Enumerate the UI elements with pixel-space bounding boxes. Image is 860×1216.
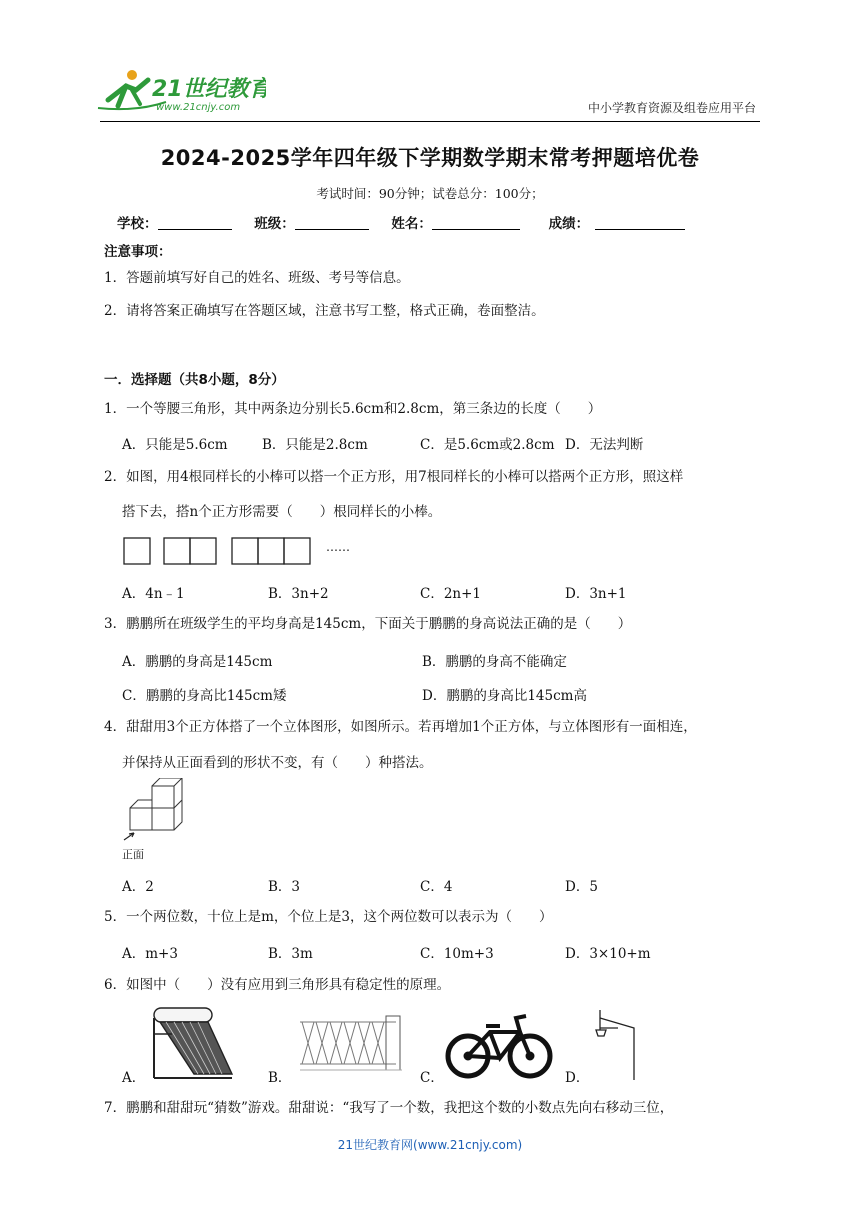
platform-label: 中小学教育资源及组卷应用平台: [587, 101, 756, 115]
bicycle-icon: [444, 1012, 556, 1080]
notes-title: 注意事项：: [104, 244, 172, 260]
q3-stem: 3．鹏鹏所在班级学生的平均身高是145cm，下面关于鹏鹏的身高说法正确的是（ ）: [104, 616, 632, 632]
runner-logo-icon: [96, 66, 266, 116]
exam-subtitle: 考试时间：90分钟；试卷总分：100分；: [316, 186, 544, 201]
q2-option-d[interactable]: D．3n+1: [565, 586, 627, 602]
q1-option-c[interactable]: C．是5.6cm或2.8cm: [420, 437, 555, 453]
q7-line-1: 7．鹏鹏和甜甜玩“猜数”游戏。甜甜说：“我写了一个数，我把这个数的小数点先向右移动三位，: [104, 1100, 674, 1116]
solar-heater-icon: [138, 1004, 238, 1082]
q1-option-d[interactable]: D．无法判断: [565, 437, 644, 453]
name-blank[interactable]: [432, 215, 520, 230]
q2-squares-figure: [122, 535, 352, 571]
basketball-hoop-icon: [592, 1008, 646, 1080]
section-title: 一．选择题（共8小题，8分）: [104, 372, 285, 388]
bicycle-image: [444, 1012, 556, 1084]
q6-option-c[interactable]: C．: [420, 1070, 444, 1086]
q5-option-b[interactable]: B．3m: [268, 946, 313, 962]
student-info-row: [117, 212, 685, 232]
logo-text: 21世纪教育: [152, 77, 266, 102]
q5-option-a[interactable]: A．m+3: [122, 946, 178, 962]
school-label: 学校：: [117, 216, 158, 232]
logo-url: www.21cnjy.com: [156, 102, 241, 113]
q6-option-b[interactable]: B．: [268, 1070, 292, 1086]
q2-line-1: 2．如图，用4根同样长的小棒可以搭一个正方形，用7根同样长的小棒可以搭两个正方形，照这样: [104, 469, 684, 485]
q4-option-c[interactable]: C．4: [420, 879, 453, 895]
q4-line-1: 4．甜甜用3个正方体搭了一个立体图形，如图所示。若再增加1个正方体，与立体图形有一面相连，: [104, 719, 697, 735]
q1-option-a[interactable]: A．只能是5.6cm: [122, 437, 228, 453]
expandable-gate-icon: [296, 1012, 406, 1074]
note-item-2: 2．请将答案正确填写在答题区域，注意书写工整，格式正确，卷面整洁。: [104, 303, 545, 319]
name-label: 姓名：: [391, 216, 432, 232]
q2-option-b[interactable]: B．3n+2: [268, 586, 329, 602]
q4-front-label: 正面: [122, 848, 144, 861]
solar-heater-image: [138, 1004, 238, 1086]
q3-option-d[interactable]: D．鹏鹏的身高比145cm高: [422, 688, 587, 704]
exam-title: 2024-2025学年四年级下学期数学期末常考押题培优卷: [160, 146, 700, 170]
q1-option-b[interactable]: B．只能是2.8cm: [262, 437, 368, 453]
q3-option-a[interactable]: A．鹏鹏的身高是145cm: [122, 654, 273, 670]
q6-stem: 6．如图中（ ）没有应用到三角形具有稳定性的原理。: [104, 977, 451, 993]
q3-option-b[interactable]: B．鹏鹏的身高不能确定: [422, 654, 567, 670]
matchstick-squares-icon: [122, 535, 352, 567]
basketball-hoop-image: [592, 1008, 646, 1084]
q3-option-c[interactable]: C．鹏鹏的身高比145cm矮: [122, 688, 287, 704]
q6-option-a[interactable]: A．: [122, 1070, 146, 1086]
q2-option-a[interactable]: A．4n﹣1: [122, 586, 185, 602]
q1-stem: 1．一个等腰三角形，其中两条边分别长5.6cm和2.8cm，第三条边的长度（ ）: [104, 401, 602, 417]
q4-line-2: 并保持从正面看到的形状不变，有（ ）种搭法。: [122, 755, 433, 771]
q4-option-b[interactable]: B．3: [268, 879, 301, 895]
q2-option-c[interactable]: C．2n+1: [420, 586, 482, 602]
q6-option-d[interactable]: D．: [565, 1070, 590, 1086]
expandable-gate-image: [296, 1012, 406, 1078]
score-blank[interactable]: [595, 215, 685, 230]
q5-option-c[interactable]: C．10m+3: [420, 946, 494, 962]
q4-option-a[interactable]: A．2: [122, 879, 154, 895]
q4-option-d[interactable]: D．5: [565, 879, 598, 895]
q2-ellipsis: ……: [326, 540, 350, 554]
cube-stack-icon: [120, 778, 190, 844]
footer-link[interactable]: 21世纪教育网(www.21cnjy.com): [337, 1138, 523, 1152]
class-label: 班级：: [254, 216, 295, 232]
q5-stem: 5．一个两位数，十位上是m，个位上是3，这个两位数可以表示为（ ）: [104, 909, 553, 925]
school-blank[interactable]: [158, 215, 232, 230]
score-label: 成绩：: [548, 216, 590, 232]
class-blank[interactable]: [295, 215, 369, 230]
q4-cube-figure: [120, 778, 190, 848]
note-item-1: 1．答题前填写好自己的姓名、班级、考号等信息。: [104, 270, 410, 286]
q5-option-d[interactable]: D．3×10+m: [565, 946, 651, 962]
header-divider: [100, 121, 760, 122]
brand-logo: [96, 66, 266, 116]
q2-line-2: 搭下去，搭n个正方形需要（ ）根同样长的小棒。: [122, 504, 442, 520]
